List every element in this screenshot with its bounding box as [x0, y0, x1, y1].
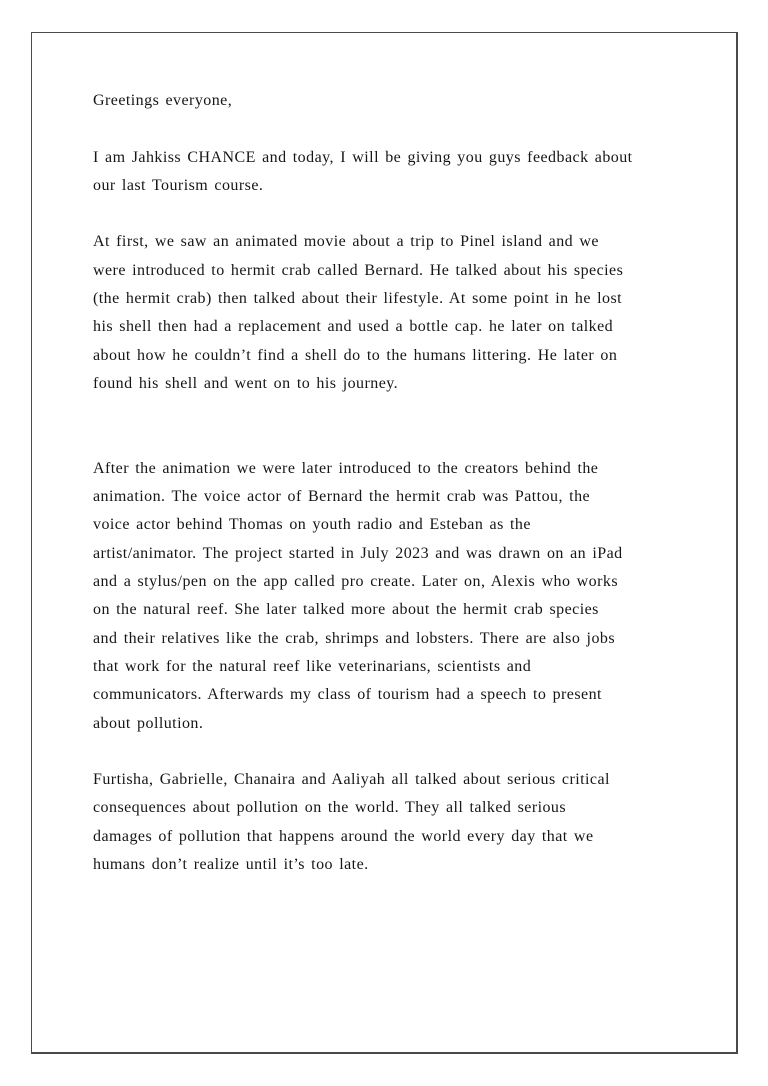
text-line: I am Jahkiss CHANCE and today, I will be giving you guys feedback about: [93, 148, 633, 166]
paragraph: [93, 87, 718, 115]
text-line: that work for the natural reef like veterinarians, scientists and: [93, 657, 532, 675]
text-line: humans don’t realize until it’s too late.: [93, 856, 369, 874]
text-line: Greetings everyone,: [93, 92, 233, 109]
text-line: At first, we saw an animated movie about a trip to Pinel island and we: [93, 233, 599, 251]
text-line: artist/animator. The project started in July 2023 and was drawn on an iPad: [93, 544, 623, 562]
text-line: communicators. Afterwards my class of tourism had a speech to present: [93, 686, 602, 704]
text-line: found his shell and went on to his journey.: [93, 374, 399, 392]
text-line: his shell then had a replacement and used a bottle cap. he later on talked: [93, 318, 614, 336]
paragraph: [93, 766, 718, 879]
text-line: Furtisha, Gabrielle, Chanaira and Aaliyah all talked about serious critical: [93, 771, 610, 789]
text-line: about how he couldn’t find a shell do to the humans littering. He later on: [93, 346, 618, 364]
paragraph: [93, 455, 718, 738]
text-line: voice actor behind Thomas on youth radio and Esteban as the: [93, 516, 531, 534]
document-body: [93, 87, 718, 908]
text-line: After the animation we were later introduced to the creators behind the: [93, 459, 599, 477]
text-line: and a stylus/pen on the app called pro create. Later on, Alexis who works: [93, 573, 618, 591]
text-line: our last Tourism course.: [93, 176, 264, 194]
paragraph: [93, 144, 718, 201]
text-line: and their relatives like the crab, shrimps and lobsters. There are also jobs: [93, 629, 616, 647]
text-line: on the natural reef. She later talked more about the hermit crab species: [93, 601, 599, 619]
text-line: were introduced to hermit crab called Bernard. He talked about his species: [93, 261, 624, 279]
text-line: consequences about pollution on the world. They all talked serious: [93, 799, 567, 817]
text-line: animation. The voice actor of Bernard the hermit crab was Pattou, the: [93, 488, 591, 506]
text-line: damages of pollution that happens around the world every day that we: [93, 827, 594, 845]
text-line: about pollution.: [93, 714, 204, 732]
paragraph: [93, 228, 718, 398]
text-line: (the hermit crab) then talked about their lifestyle. At some point in he lost: [93, 290, 623, 308]
